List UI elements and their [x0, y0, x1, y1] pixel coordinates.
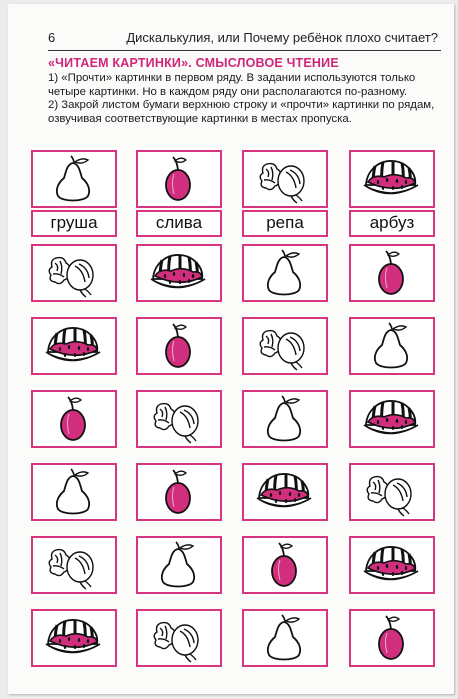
- picture-cell: [31, 244, 117, 302]
- exercise-instructions: [48, 72, 443, 126]
- plum-icon: [33, 392, 114, 445]
- watermelon-icon: [138, 246, 219, 299]
- page-header: [48, 30, 438, 48]
- picture-cell: [136, 536, 222, 594]
- turnip-icon: [351, 465, 432, 518]
- picture-cell: [31, 536, 117, 594]
- picture-cell: [349, 244, 435, 302]
- pear-icon: [244, 246, 325, 299]
- plum-icon: [351, 611, 432, 664]
- picture-cell: [349, 609, 435, 667]
- pear-icon: [244, 392, 325, 445]
- picture-cell: [242, 390, 328, 448]
- plum-icon: [138, 319, 219, 372]
- picture-cell: [349, 536, 435, 594]
- exercise-title: «ЧИТАЕМ КАРТИНКИ». СМЫСЛОВОЕ ЧТЕНИЕ: [48, 56, 339, 70]
- picture-cell: [31, 317, 117, 375]
- pear-icon: [33, 465, 114, 518]
- picture-cell: [136, 609, 222, 667]
- picture-cell: [31, 390, 117, 448]
- turnip-icon: [244, 152, 325, 205]
- instruction-step-1: 1) «Прочти» картинки в первом ряду. В задании используются только четыре картинки. Но в каждом ряду они располагаются по-разному.: [48, 72, 416, 98]
- book-title: Дискалькулия, или Почему ребёнок плохо считает?: [126, 30, 438, 45]
- picture-cell: [349, 463, 435, 521]
- watermelon-icon: [33, 611, 114, 664]
- watermelon-icon: [351, 152, 432, 205]
- pear-icon: [351, 319, 432, 372]
- turnip-icon: [138, 611, 219, 664]
- turnip-icon: [33, 538, 114, 591]
- pear-icon: [138, 538, 219, 591]
- watermelon-icon: [33, 319, 114, 372]
- word-label: репа: [242, 210, 328, 237]
- page-number: 6: [48, 30, 56, 45]
- turnip-icon: [33, 246, 114, 299]
- picture-cell: [242, 317, 328, 375]
- picture-cell: [136, 244, 222, 302]
- picture-cell: [31, 150, 117, 208]
- pear-icon: [33, 152, 114, 205]
- picture-cell: [242, 463, 328, 521]
- header-divider: [48, 50, 441, 51]
- plum-icon: [138, 465, 219, 518]
- picture-cell: [136, 150, 222, 208]
- picture-cell: [242, 244, 328, 302]
- picture-cell: [136, 463, 222, 521]
- picture-grid: [31, 150, 431, 660]
- picture-cell: [136, 390, 222, 448]
- watermelon-icon: [351, 538, 432, 591]
- word-label: арбуз: [349, 210, 435, 237]
- word-label: груша: [31, 210, 117, 237]
- plum-icon: [138, 152, 219, 205]
- picture-cell: [31, 609, 117, 667]
- picture-cell: [136, 317, 222, 375]
- turnip-icon: [138, 392, 219, 445]
- picture-cell: [349, 150, 435, 208]
- picture-cell: [242, 150, 328, 208]
- picture-cell: [242, 609, 328, 667]
- word-label: слива: [136, 210, 222, 237]
- watermelon-icon: [244, 465, 325, 518]
- picture-cell: [31, 463, 117, 521]
- watermelon-icon: [351, 392, 432, 445]
- turnip-icon: [244, 319, 325, 372]
- picture-cell: [349, 317, 435, 375]
- picture-cell: [242, 536, 328, 594]
- pear-icon: [244, 611, 325, 664]
- plum-icon: [351, 246, 432, 299]
- instruction-step-2: 2) Закрой листом бумаги верхнюю строку и «прочти» картинки по рядам, озвучивая соответствующие картинки в местах пропуска.: [48, 99, 435, 125]
- picture-cell: [349, 390, 435, 448]
- plum-icon: [244, 538, 325, 591]
